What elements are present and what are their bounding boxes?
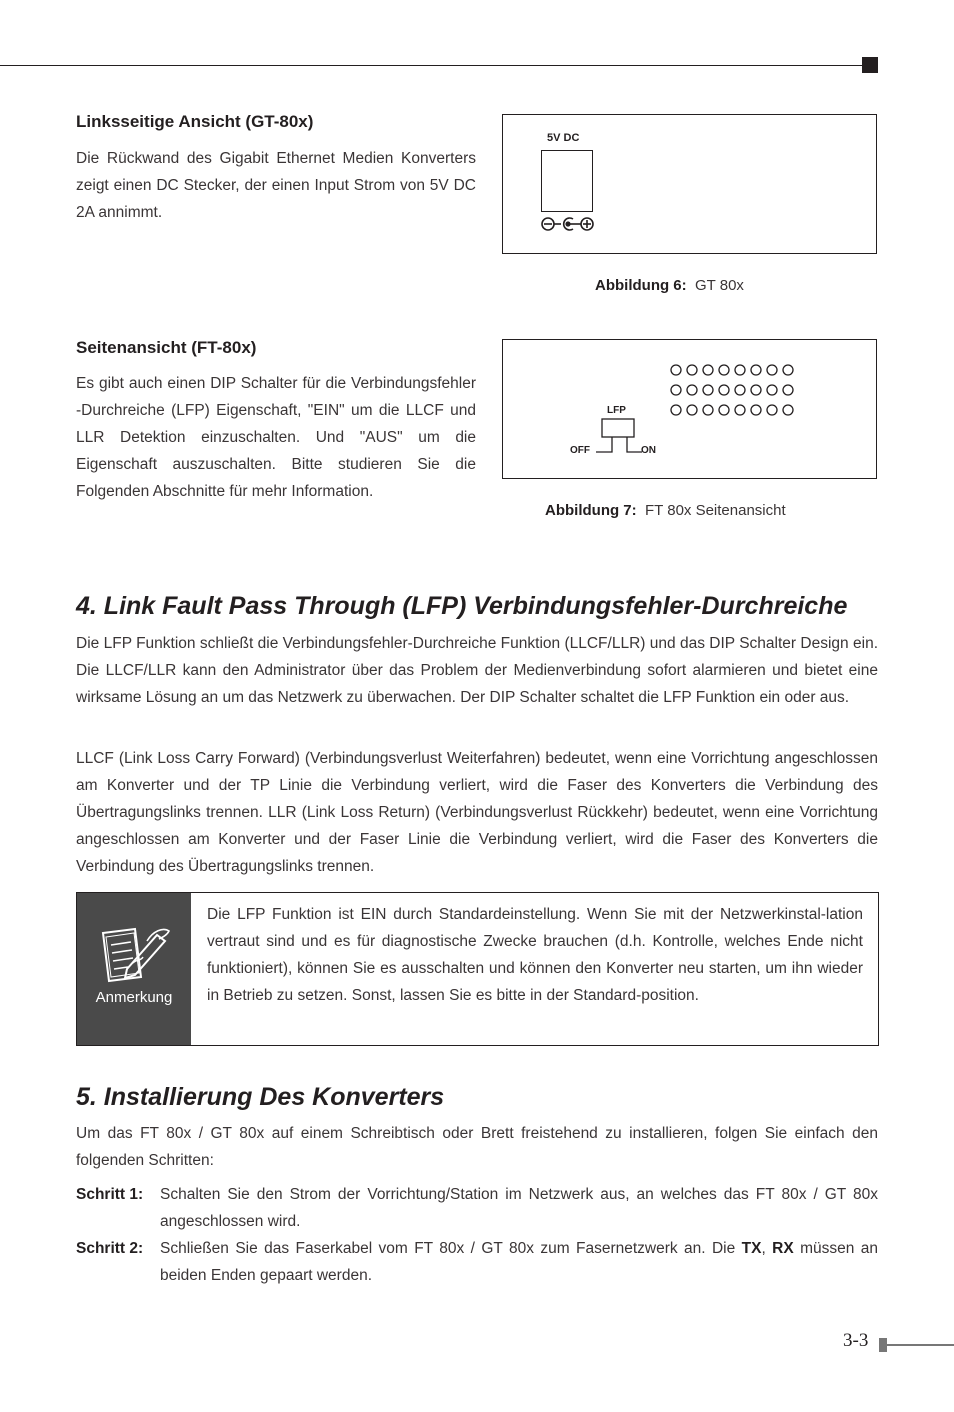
gt-heading: Linksseitige Ansicht (GT-80x) <box>76 112 314 131</box>
header-square <box>862 57 878 73</box>
ft-body: Es gibt auch einen DIP Schalter für die Verbindungsfehler -Durchreiche (LFP) Eigenschaft, "EIN" um die LLCF und LLR Detektion einzuschalten. Und "AUS" um die Eigenschaft auszuschalten. Bitte studieren Sie die Folgenden Abschnitte für mehr Information. <box>76 375 476 500</box>
step-2-rx: RX <box>772 1240 794 1257</box>
step-1-label: Schritt 1: <box>76 1186 144 1203</box>
vent-hole <box>703 385 713 395</box>
vent-hole <box>719 385 729 395</box>
dc-jack <box>541 150 593 212</box>
note-label: Anmerkung <box>95 989 173 1006</box>
dip-off-lead <box>596 437 612 452</box>
vent-hole <box>687 365 697 375</box>
figure-6-caption-label: Abbildung 6: <box>595 277 687 294</box>
figure-7-caption <box>545 502 786 519</box>
figure-7-caption-text: FT 80x Seitenansicht <box>645 502 786 519</box>
section-5-intro: Um das FT 80x / GT 80x auf einem Schreibtisch oder Brett freistehend zu installieren, folgen Sie einfach den folgenden Schritten: <box>76 1125 878 1169</box>
section-5-heading: 5. Installierung Des Konverters <box>76 1083 445 1111</box>
step-2-tx: TX <box>741 1240 762 1257</box>
vent-hole <box>703 405 713 415</box>
vent-hole <box>719 405 729 415</box>
vent-hole <box>783 365 793 375</box>
section-4-paragraph-2: LLCF (Link Loss Carry Forward) (Verbindungsverlust Weiterfahren) bedeutet, wenn eine Vorrichtung angeschlossen am Konverter und der TP Linie die Verbindung verliert, wird die Faser des Konverters die Verbindung des Übertragungslinks trennen. LLR (Link Loss Return) (Verbindungsverlust Rückkehr) bedeutet, wenn eine Vorrichtung angeschlossen am Konverter und der Faser Linie die Verbindung verliert, wird die Faser des Konverters die Verbindung des Übertragungslinks trennen. <box>76 750 878 875</box>
vent-hole <box>671 365 681 375</box>
off-label: OFF <box>570 445 590 456</box>
figure-6-caption-text: GT 80x <box>695 277 744 294</box>
vent-hole <box>687 405 697 415</box>
ft-side-diagram <box>503 340 876 478</box>
vent-hole <box>783 385 793 395</box>
step-2-text-b: müssen an beiden Enden gepaart werden. <box>160 1240 878 1284</box>
note-pencil-icon <box>97 923 173 985</box>
vent-hole <box>751 405 761 415</box>
lfp-label: LFP <box>607 405 626 416</box>
figure-6-caption <box>595 277 744 294</box>
section-4-heading: 4. Link Fault Pass Through (LFP) Verbindungsfehler-Durchreiche <box>76 592 848 620</box>
dip-switch <box>602 419 634 437</box>
dip-on-lead <box>627 437 642 452</box>
vent-hole <box>735 385 745 395</box>
step-2-sep: , <box>761 1240 773 1257</box>
figure-7-caption-label: Abbildung 7: <box>545 502 637 519</box>
vent-hole <box>751 385 761 395</box>
figure-gt-80x <box>502 114 877 254</box>
note-box <box>76 892 879 1046</box>
vent-hole <box>751 365 761 375</box>
header-rule <box>0 65 862 66</box>
section-4-paragraph-1: Die LFP Funktion schließt die Verbindungsfehler-Durchreiche Funktion (LLCF/LLR) und das DIP Schalter Design ein. Die LLCF/LLR kann den Administrator über das Problem der Medienverbindung sofort alarmieren und bietet eine wirksame Lösung an um das Netzwerk zu überwachen. Der DIP Schalter schaltet die LFP Funktion ein oder aus. <box>76 635 878 706</box>
gt-body: Die Rückwand des Gigabit Ethernet Medien Konverters zeigt einen DC Stecker, der einen Input Strom von 5V DC 2A annimmt. <box>76 150 476 221</box>
page-number: 3-3 <box>843 1330 869 1351</box>
polarity-icon <box>540 215 596 233</box>
figure-ft-80x <box>502 339 877 479</box>
vent-hole <box>767 405 777 415</box>
vent-hole <box>735 405 745 415</box>
step-2-text-a: Schließen Sie das Faserkabel vom FT 80x / GT 80x zum Fasernetzwerk an. Die <box>160 1240 742 1257</box>
vent-hole <box>735 365 745 375</box>
vent-hole <box>783 405 793 415</box>
note-text: Die LFP Funktion ist EIN durch Standardeinstellung. Wenn Sie mit der Netzwerkinstal-lation vertraut sind und es für diagnostische Zwecke brauchen (d.h. Kontrolle, welches Ende nicht funktioniert), können Sie es ausschalten und können den Konverter neu starten, um ihn wieder in Betrieb zu setzen. Sonst, lassen Sie es bitte in der Standard-position. <box>207 906 863 1004</box>
vent-hole <box>671 385 681 395</box>
vent-hole <box>767 365 777 375</box>
step-2-label: Schritt 2: <box>76 1240 144 1257</box>
step-2-text <box>160 1235 878 1289</box>
footer-rule <box>887 1344 954 1346</box>
vent-hole <box>687 385 697 395</box>
dc-label: 5V DC <box>547 132 580 144</box>
note-sidebar <box>77 893 191 1045</box>
vent-hole <box>719 365 729 375</box>
ft-heading: Seitenansicht (FT-80x) <box>76 338 257 357</box>
vent-hole <box>671 405 681 415</box>
vent-holes <box>671 365 793 415</box>
footer-square <box>879 1338 887 1352</box>
vent-hole <box>703 365 713 375</box>
step-1-text: Schalten Sie den Strom der Vorrichtung/Station im Netzwerk aus, an welches das FT 80x / GT 80x angeschlossen wird. <box>160 1186 878 1230</box>
vent-hole <box>767 385 777 395</box>
on-label: ON <box>641 445 656 456</box>
